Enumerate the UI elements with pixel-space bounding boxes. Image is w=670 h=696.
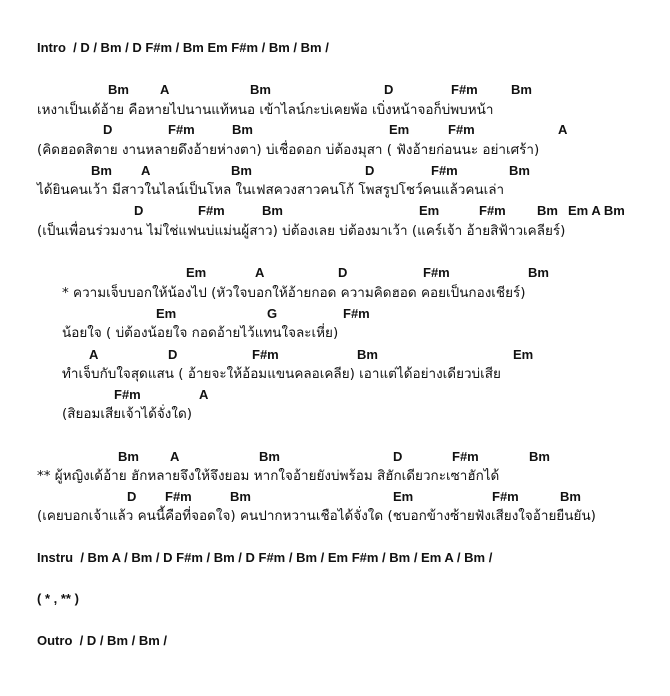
instru-line: Instru / Bm A / Bm / D F#m / Bm / D F#m / Bm / Em F#m / Bm / Em A / Bm /: [37, 550, 493, 565]
chord: D: [393, 449, 403, 464]
chord: Em: [513, 347, 534, 362]
chord: Bm: [108, 82, 129, 97]
chord: D: [134, 203, 144, 218]
chord: D: [384, 82, 394, 97]
lyric-line: ได้ยินคนเว้า มีสาวในไลน์เป็นโหล ในเฟสควงสาวคนโก้ โพสรูปโชว์คนแล้วคนเล่า: [37, 182, 505, 198]
chord: F#m: [479, 203, 506, 218]
chord: Em: [393, 489, 414, 504]
chord: A: [89, 347, 99, 362]
intro-line: Intro / D / Bm / D F#m / Bm Em F#m / Bm / Bm /: [37, 40, 329, 55]
chord: A: [255, 265, 265, 280]
chord: Bm: [262, 203, 283, 218]
chord: Bm: [230, 489, 251, 504]
outro-line: Outro / D / Bm / Bm /: [37, 633, 168, 648]
chord: Bm: [509, 163, 530, 178]
chord: D: [168, 347, 178, 362]
chord: F#m: [452, 449, 479, 464]
chord: Bm: [118, 449, 139, 464]
chord: F#m: [343, 306, 370, 321]
chord: Bm: [91, 163, 112, 178]
chord: F#m: [165, 489, 192, 504]
chord: A: [558, 122, 568, 137]
chord: F#m: [451, 82, 478, 97]
chord: Bm: [537, 203, 558, 218]
chord: Bm: [259, 449, 280, 464]
chord: Em A Bm: [568, 203, 625, 218]
lyric-line: ** ผู้หญิงเด้อ้าย ฮักหลายจึงให้จึงยอม หากใจอ้ายยังบ่พร้อม สิฮักเดียวกะเซาฮักได้: [37, 468, 500, 484]
chord: A: [160, 82, 170, 97]
chord: F#m: [252, 347, 279, 362]
chord: Em: [419, 203, 440, 218]
chord: Em: [389, 122, 410, 137]
chord: Bm: [231, 163, 252, 178]
lyric-line: * ความเจ็บบอกให้น้องไป (หัวใจบอกให้อ้ายกอด ความคิดฮอด คอยเป็นกองเชียร์): [62, 285, 526, 301]
chord: F#m: [168, 122, 195, 137]
repeat-marker: ( * , ** ): [37, 591, 79, 606]
chord: F#m: [198, 203, 225, 218]
lyric-line: (สิยอมเสียเจ้าได้จั่งใด): [62, 406, 192, 422]
chord: Em: [156, 306, 177, 321]
chord: Em: [186, 265, 207, 280]
lyric-line: (คิดฮอดสิตาย งานหลายดึงอ้ายห่างตา) บ่เชื่อดอก บ่ต้องมุสา ( ฟังอ้ายก่อนนะ อย่าเศร้า): [37, 142, 540, 158]
chord: F#m: [431, 163, 458, 178]
chord: Bm: [250, 82, 271, 97]
chord: D: [103, 122, 113, 137]
chord: F#m: [448, 122, 475, 137]
chord: Bm: [357, 347, 378, 362]
lyric-line: เหงาเป็นเด้อ้าย คือหายไปนานแท้หนอ เข้าไลน์กะบ่เคยพ้อ เบิ่งหน้าจอก็บ่พบหน้า: [37, 102, 494, 118]
chord: Bm: [511, 82, 532, 97]
chord: Bm: [528, 265, 549, 280]
chord: A: [199, 387, 209, 402]
chord: F#m: [492, 489, 519, 504]
lyric-line: (เป็นเพื่อนร่วมงาน ไม่ใช่แฟนบ่แม่นผู้สาว) บ่ต้องเลย บ่ต้องมาเว้า (แคร์เจ้า อ้ายสิฟ้าวเคลียร์): [37, 223, 566, 239]
chord: F#m: [423, 265, 450, 280]
chord: D: [365, 163, 375, 178]
lyric-line: (เคยบอกเจ้าแล้ว คนนี้คือที่จอดใจ) คนปากหวานเชือได้จั่งใด (ชบอกข้างซ้ายฟังเสียงใจอ้ายยืนยัน): [37, 508, 596, 524]
lyric-line: ทำเจ็บกับใจสุดแสน ( อ้ายจะให้อ้อมแขนคลอเคลีย) เอาแต่ได้อย่างเดียวบ่เสีย: [62, 366, 501, 382]
chord: D: [127, 489, 137, 504]
chord: A: [141, 163, 151, 178]
lyric-line: น้อยใจ ( บ่ต้องน้อยใจ กอดอ้ายไว้แทนใจละเหี่ย): [62, 325, 339, 341]
chord: D: [338, 265, 348, 280]
chord: Bm: [560, 489, 581, 504]
chord: Bm: [529, 449, 550, 464]
chord: F#m: [114, 387, 141, 402]
chord: Bm: [232, 122, 253, 137]
chord: A: [170, 449, 180, 464]
chord: G: [267, 306, 278, 321]
